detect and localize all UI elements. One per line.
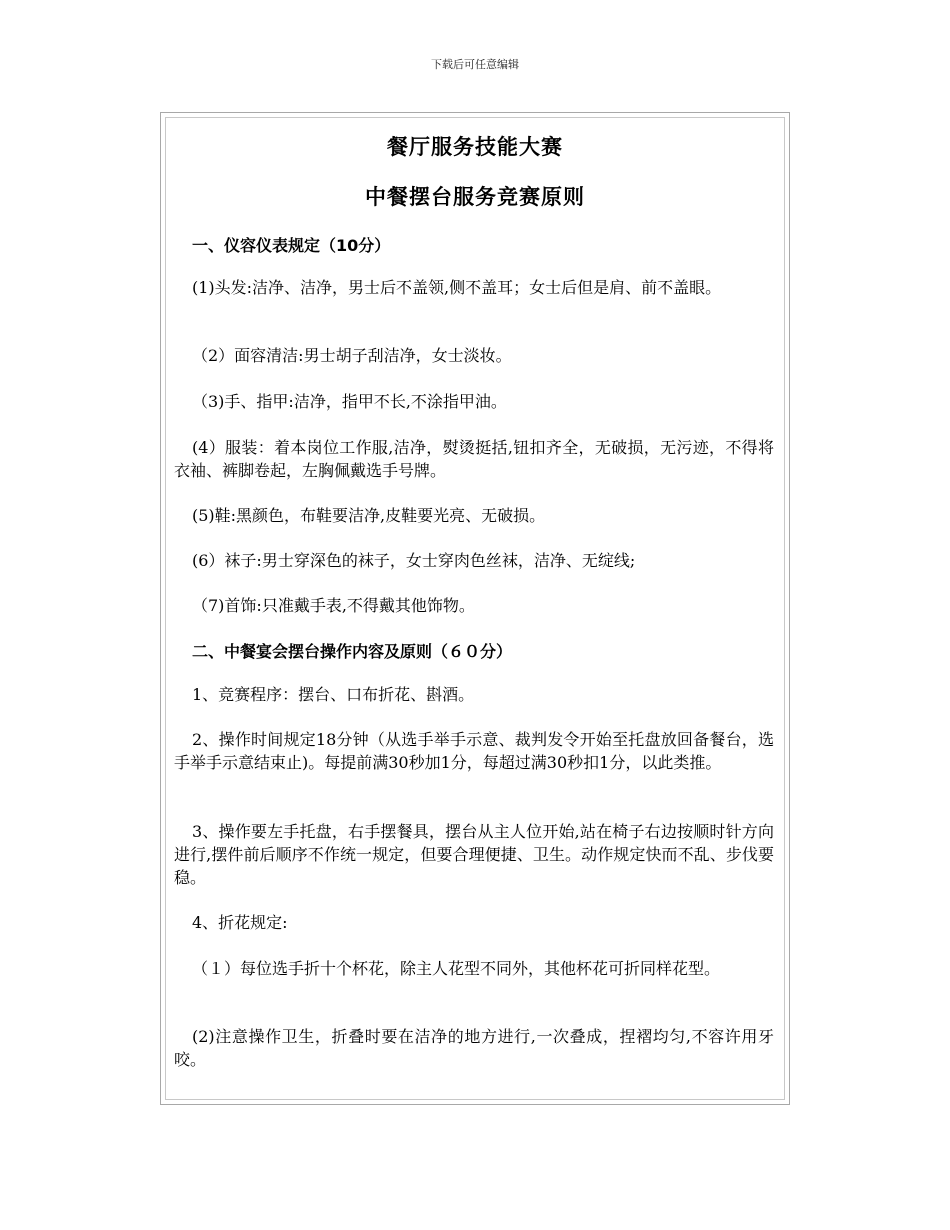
- section-1-item-2: （2）面容清洁:男士胡子刮洁净，女士淡妆。: [192, 346, 512, 365]
- section-1-item-7: （7)首饰:只准戴手表,不得戴其他饰物。: [192, 596, 475, 615]
- section-1-item-4: (4）服装：着本岗位工作服,洁净，熨烫挺括,钮扣齐全，无破损，无污迹，不得将衣袖、裤脚卷起，左胸佩戴选手号牌。: [174, 438, 774, 480]
- section-2-item-2: 2、操作时间规定18分钟（从选手举手示意、裁判发令开始至托盘放回备餐台，选手举手示意结束止)。每提前满30秒加1分，每超过满30秒扣1分，以此类推。: [174, 730, 774, 772]
- document-subtitle: 中餐摆台服务竞赛原则: [365, 185, 585, 209]
- page-header: 下载后可任意编辑: [431, 58, 519, 71]
- section-2-item-4: 4、折花规定:: [192, 913, 288, 932]
- section-1-item-3: （3)手、指甲:洁净，指甲不长,不涂指甲油。: [192, 392, 507, 411]
- section-1-heading: 一、仪容仪表规定（10分）: [192, 236, 391, 255]
- section-1-item-5: (5)鞋:黑颜色，布鞋要洁净,皮鞋要光亮、无破损。: [192, 506, 546, 525]
- section-2-item-6: (2)注意操作卫生，折叠时要在洁净的地方进行,一次叠成，捏褶均匀,不容许用牙咬。: [174, 1027, 774, 1069]
- section-2-item-5: （１）每位选手折十个杯花，除主人花型不同外，其他杯花可折同样花型。: [192, 959, 721, 978]
- section-2-heading: 二、中餐宴会摆台操作内容及原则（６０分）: [192, 642, 513, 661]
- section-1-item-1: (1)头发:洁净、洁净，男士后不盖领,侧不盖耳；女士后但是肩、前不盖眼。: [192, 278, 722, 297]
- section-2-item-3: 3、操作要左手托盘，右手摆餐具，摆台从主人位开始,站在椅子右边按顺时针方向进行,摆件前后顺序不作统一规定，但要合理便捷、卫生。动作规定快而不乱、步伐要稳。: [174, 822, 774, 887]
- section-2-item-1: 1、竞赛程序：摆台、口布折花、斟酒。: [192, 685, 475, 704]
- document-title: 餐厅服务技能大赛: [387, 135, 563, 159]
- section-1-item-6: (6）袜子:男士穿深色的袜子，女士穿肉色丝袜，洁净、无绽线;: [192, 551, 636, 570]
